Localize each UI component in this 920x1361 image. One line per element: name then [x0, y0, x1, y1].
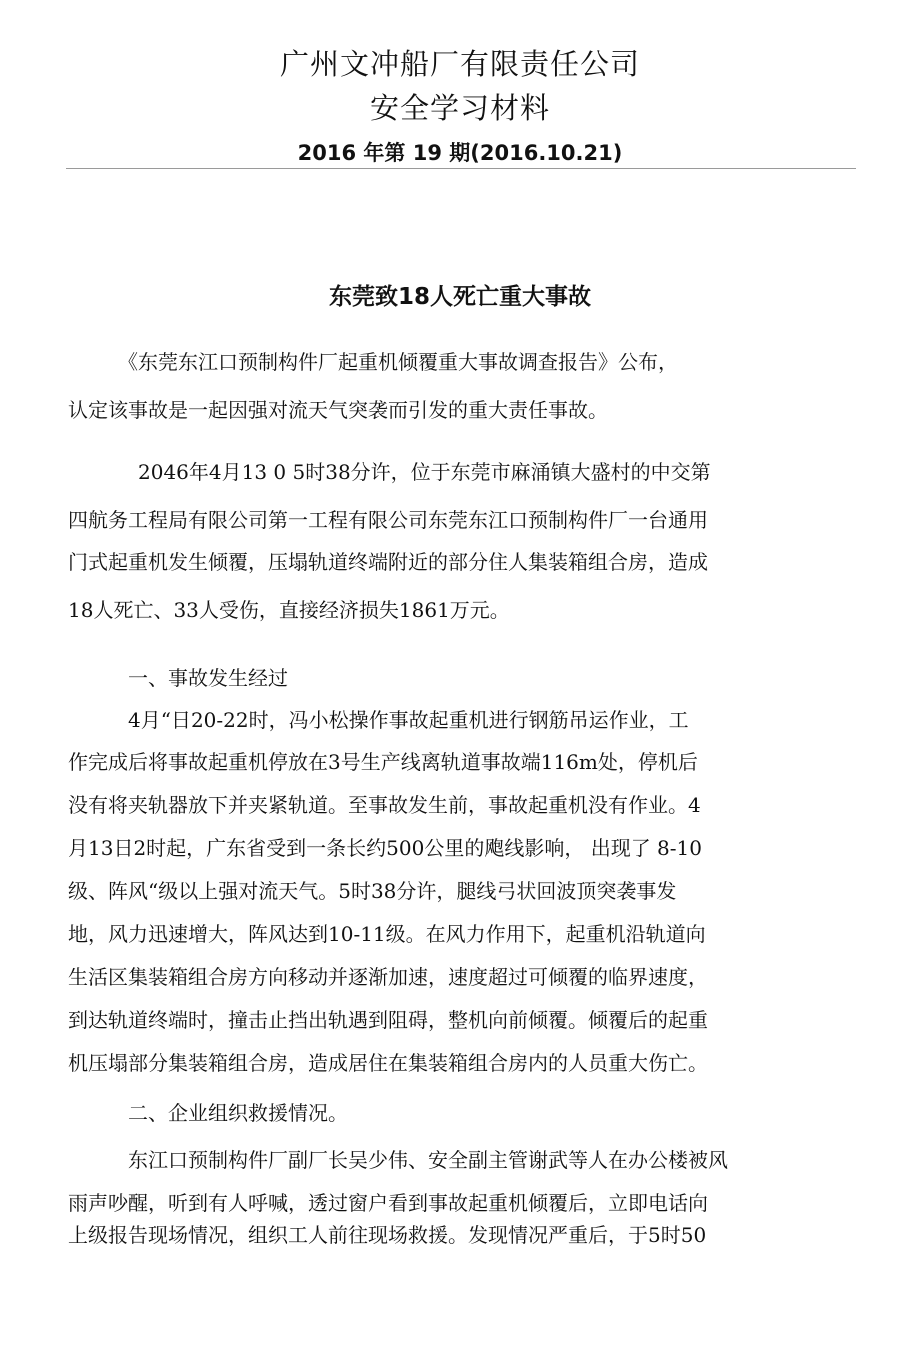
company-name: 广州文冲船厂有限责任公司	[279, 47, 640, 81]
section2-line: 雨声吵醒，听到有人呼喊，透过窗户看到事故起重机倾覆后，立即电话向	[68, 1191, 708, 1215]
summary-line: 门式起重机发生倾覆，压塌轨道终端附近的部分住人集装箱组合房，造成	[68, 550, 708, 574]
summary-line: 18人死亡、33人受伤，直接经济损失1861万元。	[68, 598, 510, 622]
section1-line: 到达轨道终端时，撞击止挡出轨遇到阻碍，整机向前倾覆。倾覆后的起重	[68, 1008, 708, 1032]
intro-line: 《东莞东江口预制构件厂起重机倾覆重大事故调查报告》公布，	[118, 350, 678, 374]
summary-line: 四航务工程局有限公司第一工程有限公司东莞东江口预制构件厂一台通用	[68, 508, 708, 532]
article-title: 东莞致18人死亡重大事故	[328, 284, 591, 310]
header-divider	[66, 168, 856, 169]
material-title: 安全学习材料	[369, 91, 550, 125]
section1-line: 没有将夹轨器放下并夹紧轨道。至事故发生前，事故起重机没有作业。4	[68, 793, 701, 817]
section1-line: 机压塌部分集装箱组合房，造成居住在集装箱组合房内的人员重大伤亡。	[68, 1051, 708, 1075]
section2-heading: 二、企业组织救援情况。	[128, 1101, 348, 1125]
section1-line: 月13日2时起，广东省受到一条长约500公里的飑线影响， 出现了 8-10	[68, 836, 702, 860]
section2-line: 上级报告现场情况，组织工人前往现场救援。发现情况严重后，于5时50	[68, 1223, 707, 1247]
section1-line: 级、阵风“级以上强对流天气。5时38分许，腿线弓状回波顶突袭事发	[68, 879, 677, 903]
section1-heading: 一、事故发生经过	[128, 666, 288, 690]
summary-line: 2046年4月13 0 5时38分许，位于东莞市麻涌镇大盛村的中交第	[138, 460, 711, 484]
section1-line: 地，风力迅速增大，阵风达到10-11级。在风力作用下，起重机沿轨道向	[68, 922, 706, 946]
issue-number: 2016 年第 19 期(2016.10.21)	[297, 141, 623, 165]
intro-line: 认定该事故是一起因强对流天气突袭而引发的重大责任事故。	[68, 398, 608, 422]
section2-line: 东江口预制构件厂副厂长吴少伟、安全副主管谢武等人在办公楼被风	[128, 1148, 728, 1172]
section1-line: 生活区集装箱组合房方向移动并逐渐加速，速度超过可倾覆的临界速度，	[68, 965, 708, 989]
section1-line: 作完成后将事故起重机停放在3号生产线离轨道事故端116m处，停机后	[68, 750, 698, 774]
section1-line: 4月“日20-22时，冯小松操作事故起重机进行钢筋吊运作业，工	[128, 708, 689, 732]
